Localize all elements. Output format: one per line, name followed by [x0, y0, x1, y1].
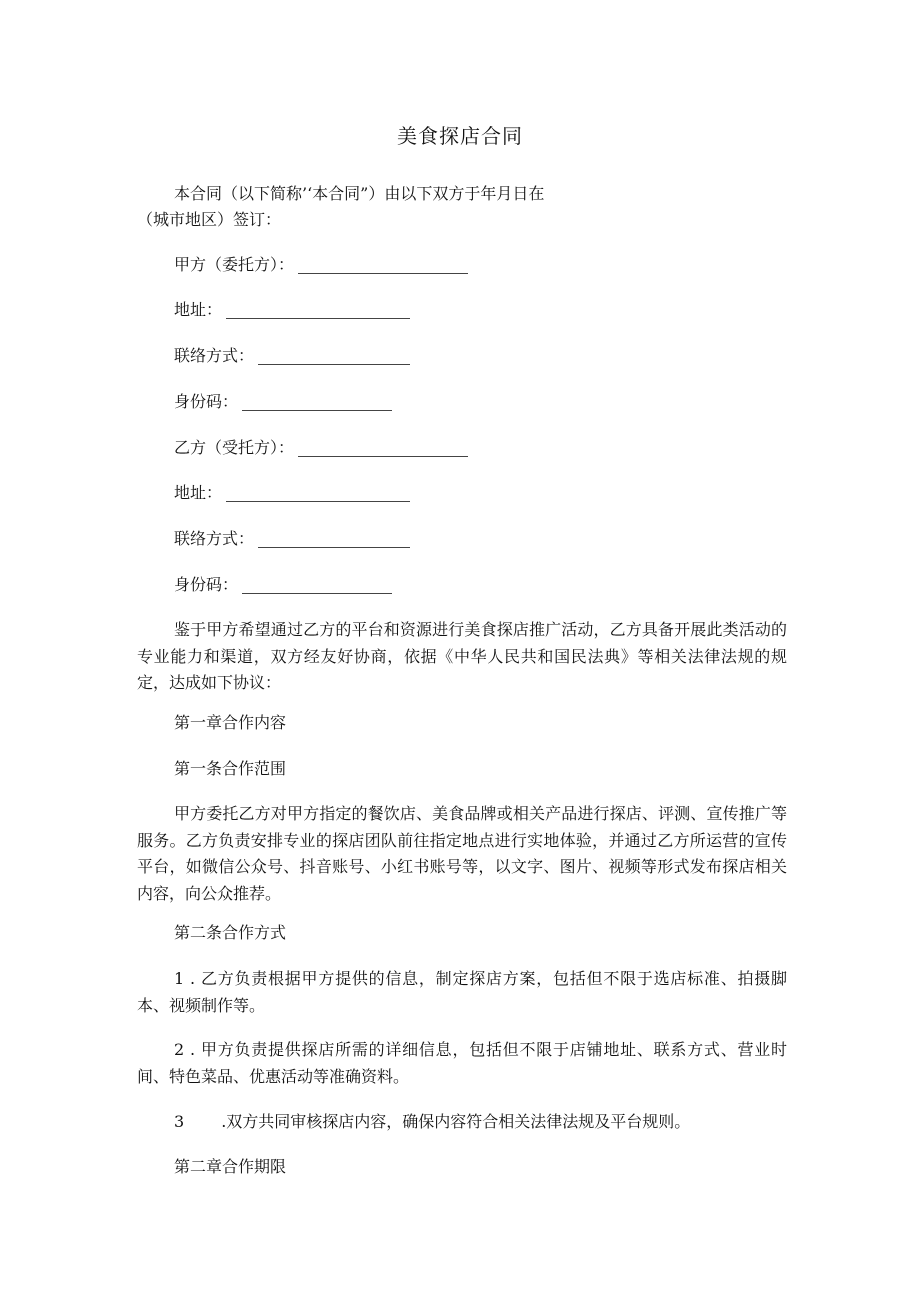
party-a-contact-line — [174, 343, 410, 369]
article-1-title: 第一条合作范围 — [174, 759, 287, 778]
party-b-contact-blank[interactable] — [258, 531, 410, 548]
party-b-label: 乙方（受托方）： — [174, 438, 295, 457]
party-a-contact-blank[interactable] — [258, 348, 410, 365]
item-3-number: 3 — [174, 1112, 185, 1131]
document-title: 美食探店合同 — [397, 124, 523, 148]
chapter-1-title: 第一章合作内容 — [174, 713, 287, 732]
party-a-address-label: 地址： — [174, 300, 223, 319]
party-b-address-label: 地址： — [174, 483, 223, 502]
party-a-name-blank[interactable] — [298, 257, 468, 274]
article-2-item-2: 2 . 甲方负责提供探店所需的详细信息，包括但不限于店铺地址、联系方式、营业时间、特色菜品、优惠活动等准确资料。 — [137, 1040, 787, 1086]
party-a-address-line — [174, 297, 410, 323]
intro-line-2: （城市地区）签订： — [137, 210, 282, 229]
party-a-id-label: 身份码： — [174, 392, 239, 411]
party-a-id-blank[interactable] — [242, 394, 392, 411]
party-b-contact-label: 联络方式： — [174, 529, 255, 548]
preamble-paragraph: 鉴于甲方希望通过乙方的平台和资源进行美食探店推广活动，乙方具备开展此类活动的专业能力和渠道，双方经友好协商，依据《中华人民共和国民法典》等相关法律法规的规定，达成如下协议： — [137, 620, 787, 692]
party-b-id-label: 身份码： — [174, 575, 239, 594]
article-2-item-3 — [174, 1109, 690, 1135]
party-b-contact-line — [174, 526, 410, 552]
party-b-address-blank[interactable] — [226, 485, 410, 502]
party-a-contact-label: 联络方式： — [174, 346, 255, 365]
party-a-line — [174, 252, 468, 278]
party-b-id-line — [174, 572, 392, 598]
party-b-id-blank[interactable] — [242, 577, 392, 594]
party-a-id-line — [174, 389, 392, 415]
party-a-label: 甲方（委托方）： — [174, 255, 295, 274]
party-b-name-blank[interactable] — [298, 440, 468, 457]
item-3-text: .双方共同审核探店内容，确保内容符合相关法律法规及平台规则。 — [221, 1112, 691, 1131]
party-b-line — [174, 435, 468, 461]
party-a-address-blank[interactable] — [226, 302, 410, 319]
article-2-item-1: 1 . 乙方负责根据甲方提供的信息，制定探店方案，包括但不限于选店标准、拍摄脚本、视频制作等。 — [137, 969, 787, 1015]
article-2-title: 第二条合作方式 — [174, 923, 287, 942]
intro-line-1: 本合同（以下简称’‘本合同”）由以下双方于年月日在 — [174, 184, 545, 203]
article-1-body: 甲方委托乙方对甲方指定的餐饮店、美食品牌或相关产品进行探店、评测、宣传推广等服务。乙方负责安排专业的探店团队前往指定地点进行实地体验，并通过乙方所运营的宣传平台，如微信公众号、抖音账号、小红书账号等，以文字、图片、视频等形式发布探店相关内容，向公众推荐。 — [137, 804, 787, 903]
party-b-address-line — [174, 480, 410, 506]
chapter-2-title: 第二章合作期限 — [174, 1157, 287, 1176]
